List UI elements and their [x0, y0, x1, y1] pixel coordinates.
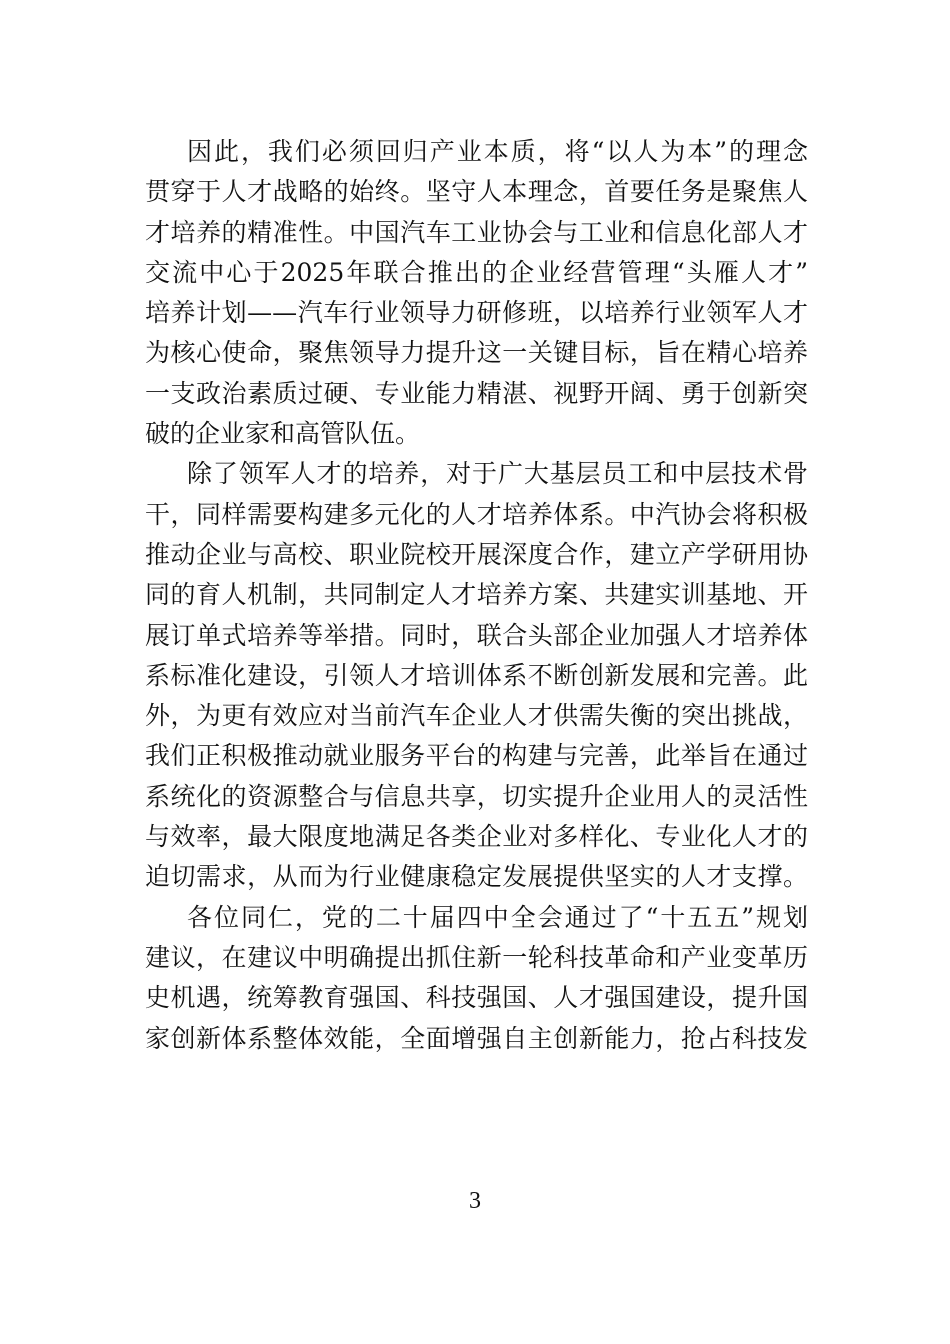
- page-number: 3: [469, 1188, 481, 1214]
- paragraph-2: [145, 454, 808, 897]
- text-line: 为核心使命，聚焦领导力提升这一关键目标，旨在精心培养: [145, 338, 808, 368]
- text-line: 史机遇，统筹教育强国、科技强国、人才强国建设，提升国: [145, 983, 808, 1013]
- text-line: 交流中心于2025年联合推出的企业经营管理“头雁人才”: [145, 257, 808, 287]
- text-line: 系统化的资源整合与信息共享，切实提升企业用人的灵活性: [145, 781, 808, 811]
- text-line: 培养计划——汽车行业领导力研修班，以培养行业领军人才: [145, 298, 808, 328]
- text-line: 展订单式培养等举措。同时，联合头部企业加强人才培养体: [145, 620, 808, 650]
- text-line: 除了领军人才的培养，对于广大基层员工和中层技术骨: [187, 459, 808, 489]
- text-line: 系标准化建设，引领人才培训体系不断创新发展和完善。此: [145, 660, 808, 690]
- text-line: 迫切需求，从而为行业健康稳定发展提供坚实的人才支撑。: [145, 862, 808, 892]
- text-line: 外，为更有效应对当前汽车企业人才供需失衡的突出挑战，: [145, 701, 808, 731]
- text-line: 破的企业家和高管队伍。: [145, 419, 421, 449]
- text-line: 同的育人机制，共同制定人才培养方案、共建实训基地、开: [145, 580, 808, 610]
- text-line: 一支政治素质过硬、专业能力精湛、视野开阔、勇于创新突: [145, 378, 808, 408]
- text-line: 各位同仁，党的二十届四中全会通过了“十五五”规划: [187, 902, 808, 932]
- text-line: 推动企业与高校、职业院校开展深度合作，建立产学研用协: [145, 539, 808, 569]
- paragraph-3: [145, 898, 808, 1059]
- text-line: 建议，在建议中明确提出抓住新一轮科技革命和产业变革历: [145, 942, 808, 972]
- text-line: 我们正积极推动就业服务平台的构建与完善，此举旨在通过: [145, 741, 808, 771]
- text-line: 家创新体系整体效能，全面增强自主创新能力，抢占科技发: [145, 1023, 808, 1053]
- text-line: 与效率，最大限度地满足各类企业对多样化、专业化人才的: [145, 822, 808, 852]
- text-line: 因此，我们必须回归产业本质，将“以人为本”的理念: [187, 137, 808, 166]
- text-line: 干，同样需要构建多元化的人才培养体系。中汽协会将积极: [145, 499, 808, 529]
- document-body: [145, 132, 808, 1059]
- text-line: 才培养的精准性。中国汽车工业协会与工业和信息化部人才: [145, 217, 808, 247]
- text-line: 贯穿于人才战略的始终。坚守人本理念，首要任务是聚焦人: [145, 177, 808, 207]
- paragraph-1: [145, 132, 808, 454]
